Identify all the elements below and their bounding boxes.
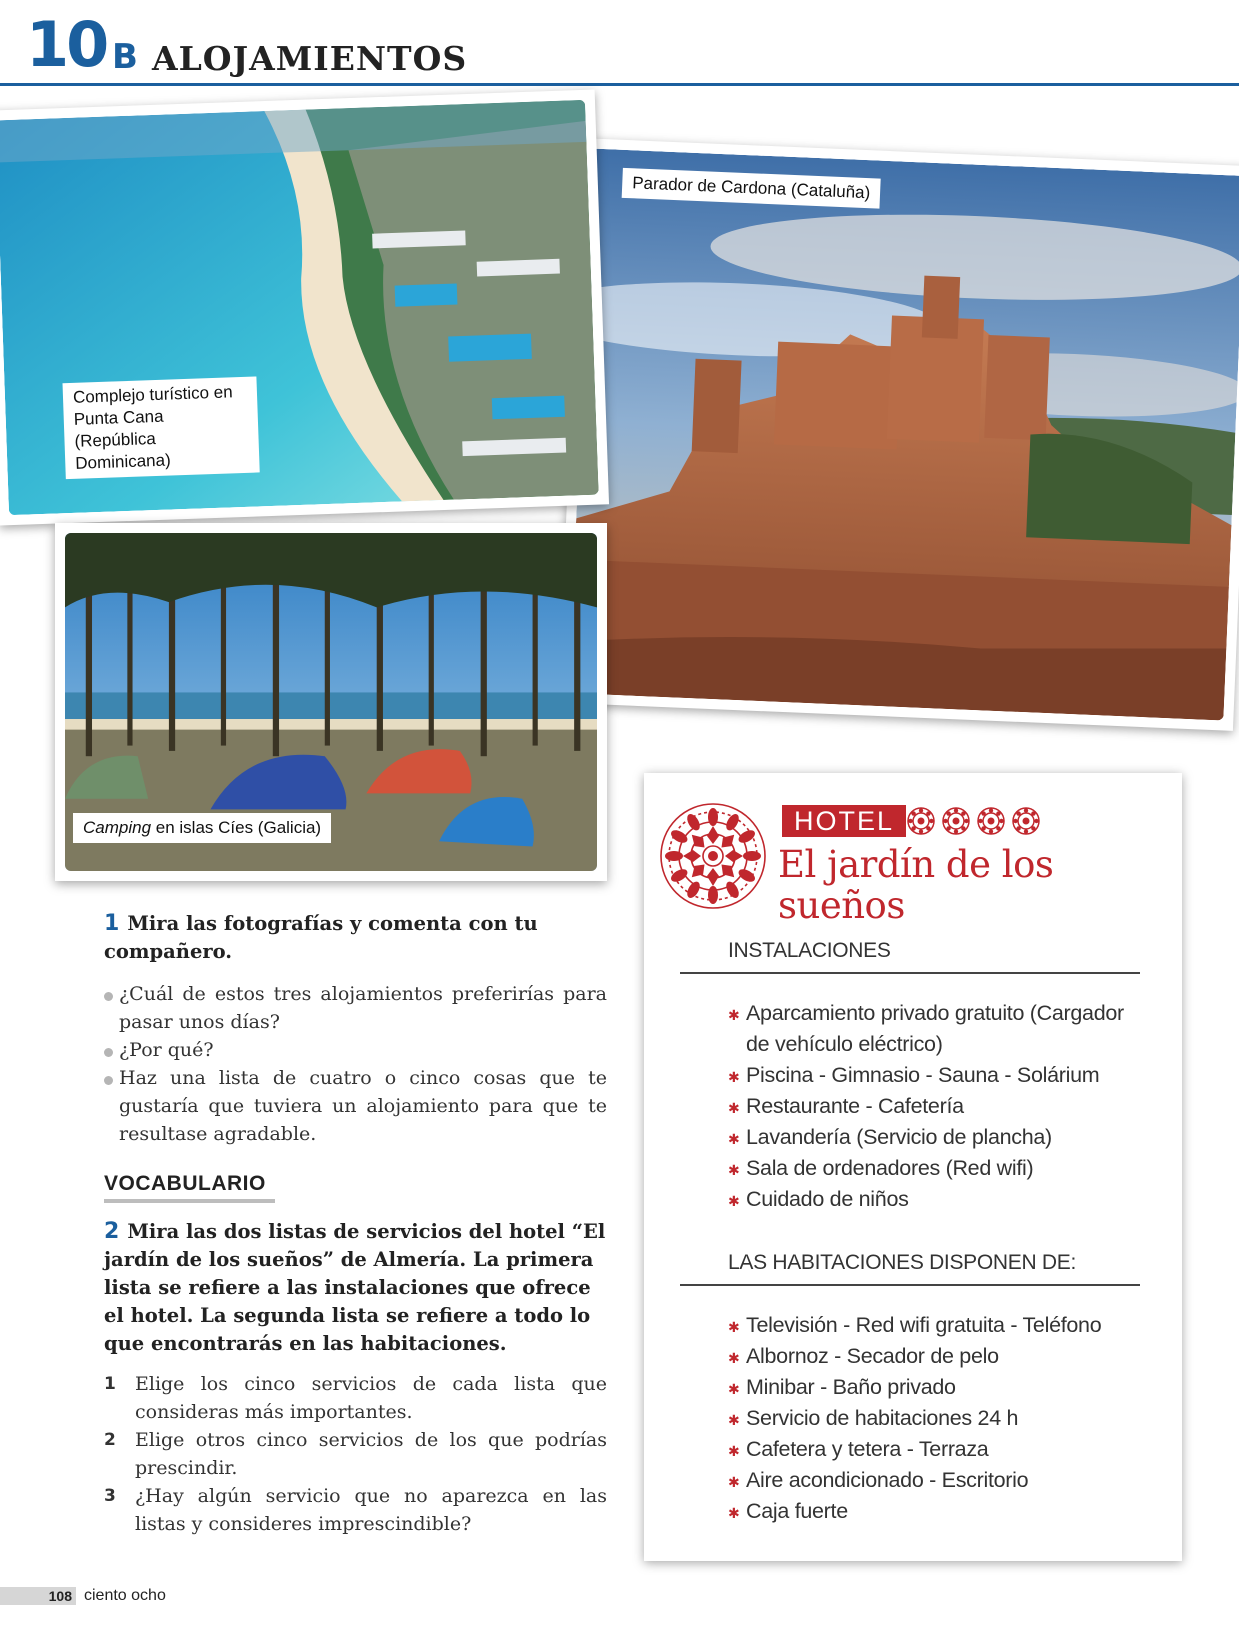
room-amenity-item: ✱ Servicio de habitaciones 24 h (728, 1403, 1148, 1434)
task-item (104, 1426, 607, 1482)
question-item: Haz una lista de cuatro o cinco cosas que te gustaría que tuviera un alojamiento para que te resultase agradable. (104, 1064, 607, 1148)
facility-item: ✱ Lavandería (Servicio de plancha) (728, 1122, 1148, 1153)
hotel-badge: HOTEL (782, 805, 906, 837)
facility-item: ✱ Sala de ordenadores (Red wifi) (728, 1153, 1148, 1184)
rosette-star-icon (976, 806, 1006, 836)
question-item: ¿Cuál de estos tres alojamientos preferirías para pasar unos días? (104, 980, 607, 1036)
activity-1 (104, 910, 604, 966)
vocabulary-heading: VOCABULARIO (104, 1172, 275, 1203)
beach-photo (0, 89, 609, 525)
castle-photo (558, 138, 1239, 731)
room-amenity-item: ✱ Aire acondicionado - Escritorio (728, 1465, 1148, 1496)
facility-item: ✱ Restaurante - Cafetería (728, 1091, 1148, 1122)
task-item (104, 1370, 607, 1426)
castle-image (569, 149, 1239, 721)
hotel-star-rating (906, 806, 1041, 836)
task-number: 1 (104, 1374, 116, 1394)
room-amenity-item: ✱ Caja fuerte (728, 1496, 1148, 1527)
activity-2-instruction: Mira las dos listas de servicios del hotel “El jardín de los sueños” de Almería. La primera lista se refiere a las instalaciones que ofrece el hotel. La segunda lista se refiere a todo lo que encontrarás en las habitaciones. (104, 1220, 606, 1355)
activity-2-number: 2 (104, 1219, 120, 1244)
question-item: ¿Por qué? (104, 1036, 607, 1064)
page-number: 108 (0, 1587, 76, 1605)
facility-item: ✱ Piscina - Gimnasio - Sauna - Solárium (728, 1060, 1148, 1091)
activity-1-questions (104, 980, 607, 1148)
facilities-rule (680, 972, 1140, 974)
rooms-rule (680, 1284, 1140, 1286)
room-amenity-item: ✱ Cafetera y tetera - Terraza (728, 1434, 1148, 1465)
hotel-card (644, 773, 1182, 1561)
activity-1-instruction: Mira las fotografías y comenta con tu compañero. (104, 912, 538, 963)
task-number: 3 (104, 1486, 116, 1506)
hotel-name: El jardín de los sueños (778, 843, 1054, 927)
room-amenity-item: ✱ Televisión - Red wifi gratuita - Teléfono (728, 1310, 1148, 1341)
rosette-star-icon (906, 806, 936, 836)
section-letter: B (112, 37, 138, 77)
page-title: ALOJAMIENTOS (152, 39, 468, 78)
page-number-words: ciento ocho (84, 1587, 166, 1604)
header-rule (0, 83, 1239, 86)
task-text: Elige otros cinco servicios de los que podrías prescindir. (135, 1429, 607, 1479)
task-text: ¿Hay algún servicio que no aparezca en las listas y consideres imprescindible? (135, 1485, 607, 1535)
room-amenity-item: ✱ Minibar - Baño privado (728, 1372, 1148, 1403)
camping-caption-rest: en islas Cíes (Galicia) (151, 818, 322, 837)
rooms-list (728, 1310, 1148, 1527)
facility-item: ✱ Cuidado de niños (728, 1184, 1148, 1215)
camping-photo (55, 523, 607, 881)
task-number: 2 (104, 1430, 116, 1450)
activity-2-tasks (104, 1370, 607, 1538)
activity-2 (104, 1218, 607, 1358)
rooms-heading: LAS HABITACIONES DISPONEN DE: (728, 1251, 1076, 1274)
facilities-heading: INSTALACIONES (728, 939, 891, 962)
rosette-star-icon (1011, 806, 1041, 836)
room-amenity-item: ✱ Albornoz - Secador de pelo (728, 1341, 1148, 1372)
activity-1-number: 1 (104, 911, 120, 936)
task-text: Elige los cinco servicios de cada lista que consideras más importantes. (135, 1373, 607, 1423)
camping-caption (73, 813, 331, 843)
mandala-logo-icon (658, 801, 768, 911)
task-item (104, 1482, 607, 1538)
rosette-star-icon (941, 806, 971, 836)
beach-caption: Complejo turístico en Punta Cana (República Dominicana) (63, 376, 260, 479)
castle-caption: Parador de Cardona (Cataluña) (622, 168, 881, 209)
camping-caption-italic: Camping (83, 818, 152, 837)
facility-item: ✱ Aparcamiento privado gratuito (Cargador de vehículo eléctrico) (728, 998, 1148, 1060)
unit-number: 10 (26, 8, 107, 81)
facilities-list (728, 998, 1148, 1215)
